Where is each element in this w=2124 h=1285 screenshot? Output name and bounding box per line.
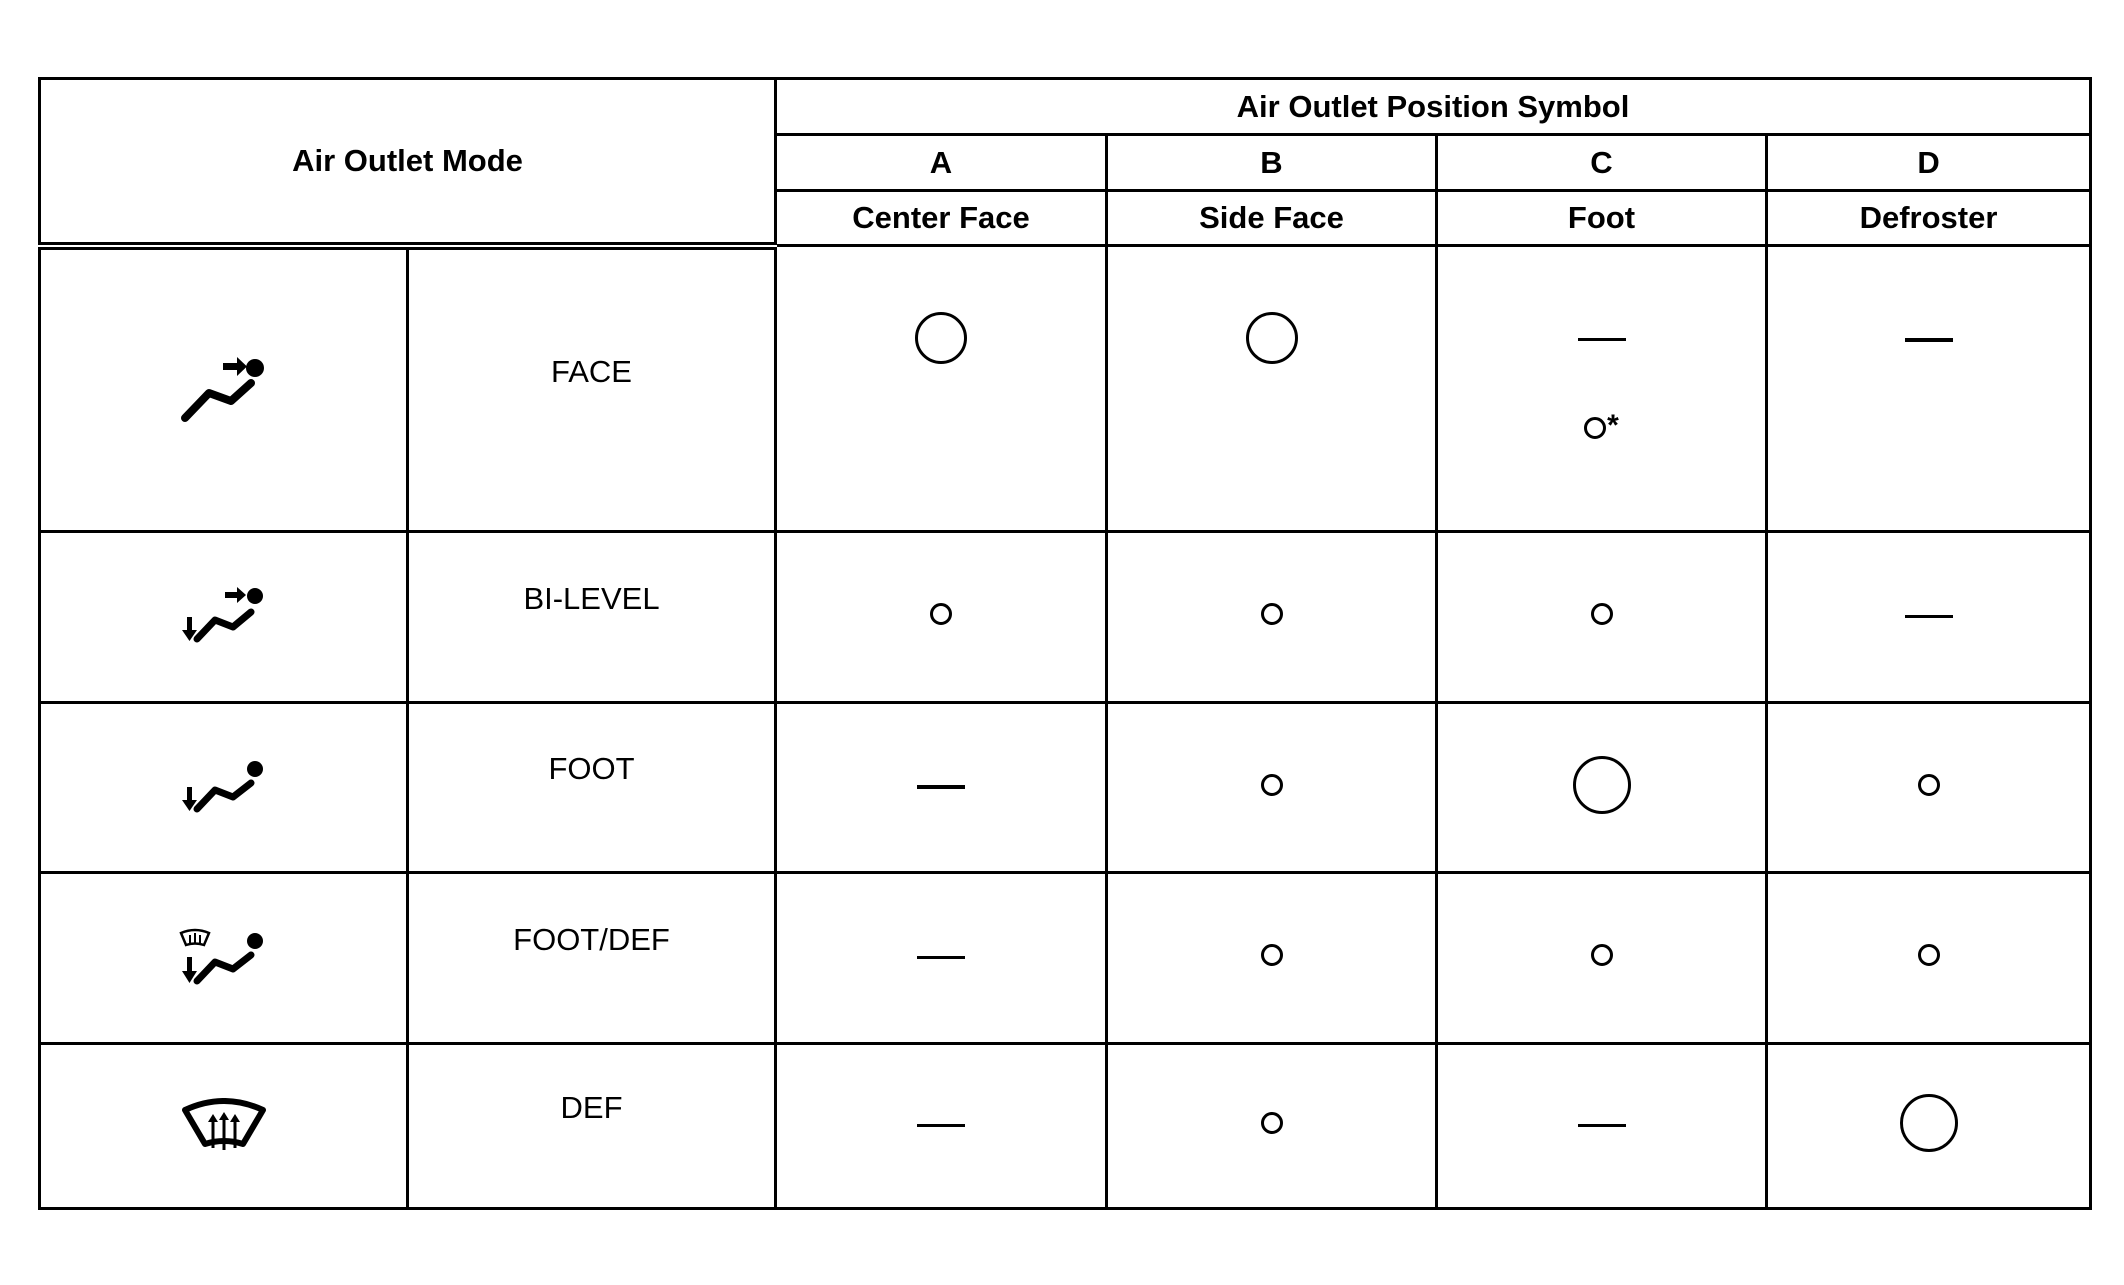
dash-icon xyxy=(1905,338,1953,342)
dash-icon xyxy=(1578,338,1626,342)
column-letter-b: B xyxy=(1107,135,1437,191)
mode-name: FACE xyxy=(551,353,632,389)
air-outlet-table xyxy=(38,77,2092,1210)
dash-icon xyxy=(1578,1124,1626,1128)
large-circle-icon xyxy=(1246,312,1298,364)
small-circle-icon xyxy=(1584,417,1606,439)
column-letter-d: D xyxy=(1767,135,2091,191)
position-header: Air Outlet Position Symbol xyxy=(776,79,2091,135)
dash-icon xyxy=(917,785,965,789)
bi-level-mode-icon xyxy=(40,531,408,702)
small-circle-icon xyxy=(930,603,952,625)
small-circle-icon xyxy=(1261,1112,1283,1134)
mode-header: Air Outlet Mode xyxy=(40,79,776,246)
small-circle-icon xyxy=(1918,944,1940,966)
asterisk-note: * xyxy=(1607,409,1619,442)
small-circle-icon xyxy=(1261,603,1283,625)
table-row xyxy=(40,246,2091,532)
dash-icon xyxy=(917,956,965,960)
face-mode-icon xyxy=(40,246,408,532)
table-row xyxy=(40,872,2091,1043)
mode-name: FOOT/DEF xyxy=(513,921,670,957)
small-circle-icon xyxy=(1591,944,1613,966)
small-circle-icon xyxy=(1918,774,1940,796)
table-row xyxy=(40,702,2091,872)
column-name-b: Side Face xyxy=(1107,191,1437,246)
large-circle-icon xyxy=(915,312,967,364)
small-circle-icon xyxy=(1261,944,1283,966)
column-name-d: Defroster xyxy=(1767,191,2091,246)
dash-icon xyxy=(1905,615,1953,619)
foot-mode-icon xyxy=(40,702,408,872)
column-name-c: Foot xyxy=(1437,191,1767,246)
column-name-a: Center Face xyxy=(776,191,1107,246)
dash-icon xyxy=(917,1124,965,1128)
column-letter-a: A xyxy=(776,135,1107,191)
large-circle-icon xyxy=(1573,756,1631,814)
large-circle-icon xyxy=(1900,1094,1958,1152)
table-row xyxy=(40,1043,2091,1208)
mode-name: FOOT xyxy=(548,751,635,786)
mode-name: DEF xyxy=(560,1089,623,1125)
mode-name: BI-LEVEL xyxy=(523,580,660,616)
small-circle-icon xyxy=(1261,774,1283,796)
table-row xyxy=(40,531,2091,702)
foot-def-mode-icon xyxy=(40,872,408,1043)
def-mode-icon xyxy=(40,1043,408,1208)
column-letter-c: C xyxy=(1437,135,1767,191)
small-circle-icon xyxy=(1591,603,1613,625)
